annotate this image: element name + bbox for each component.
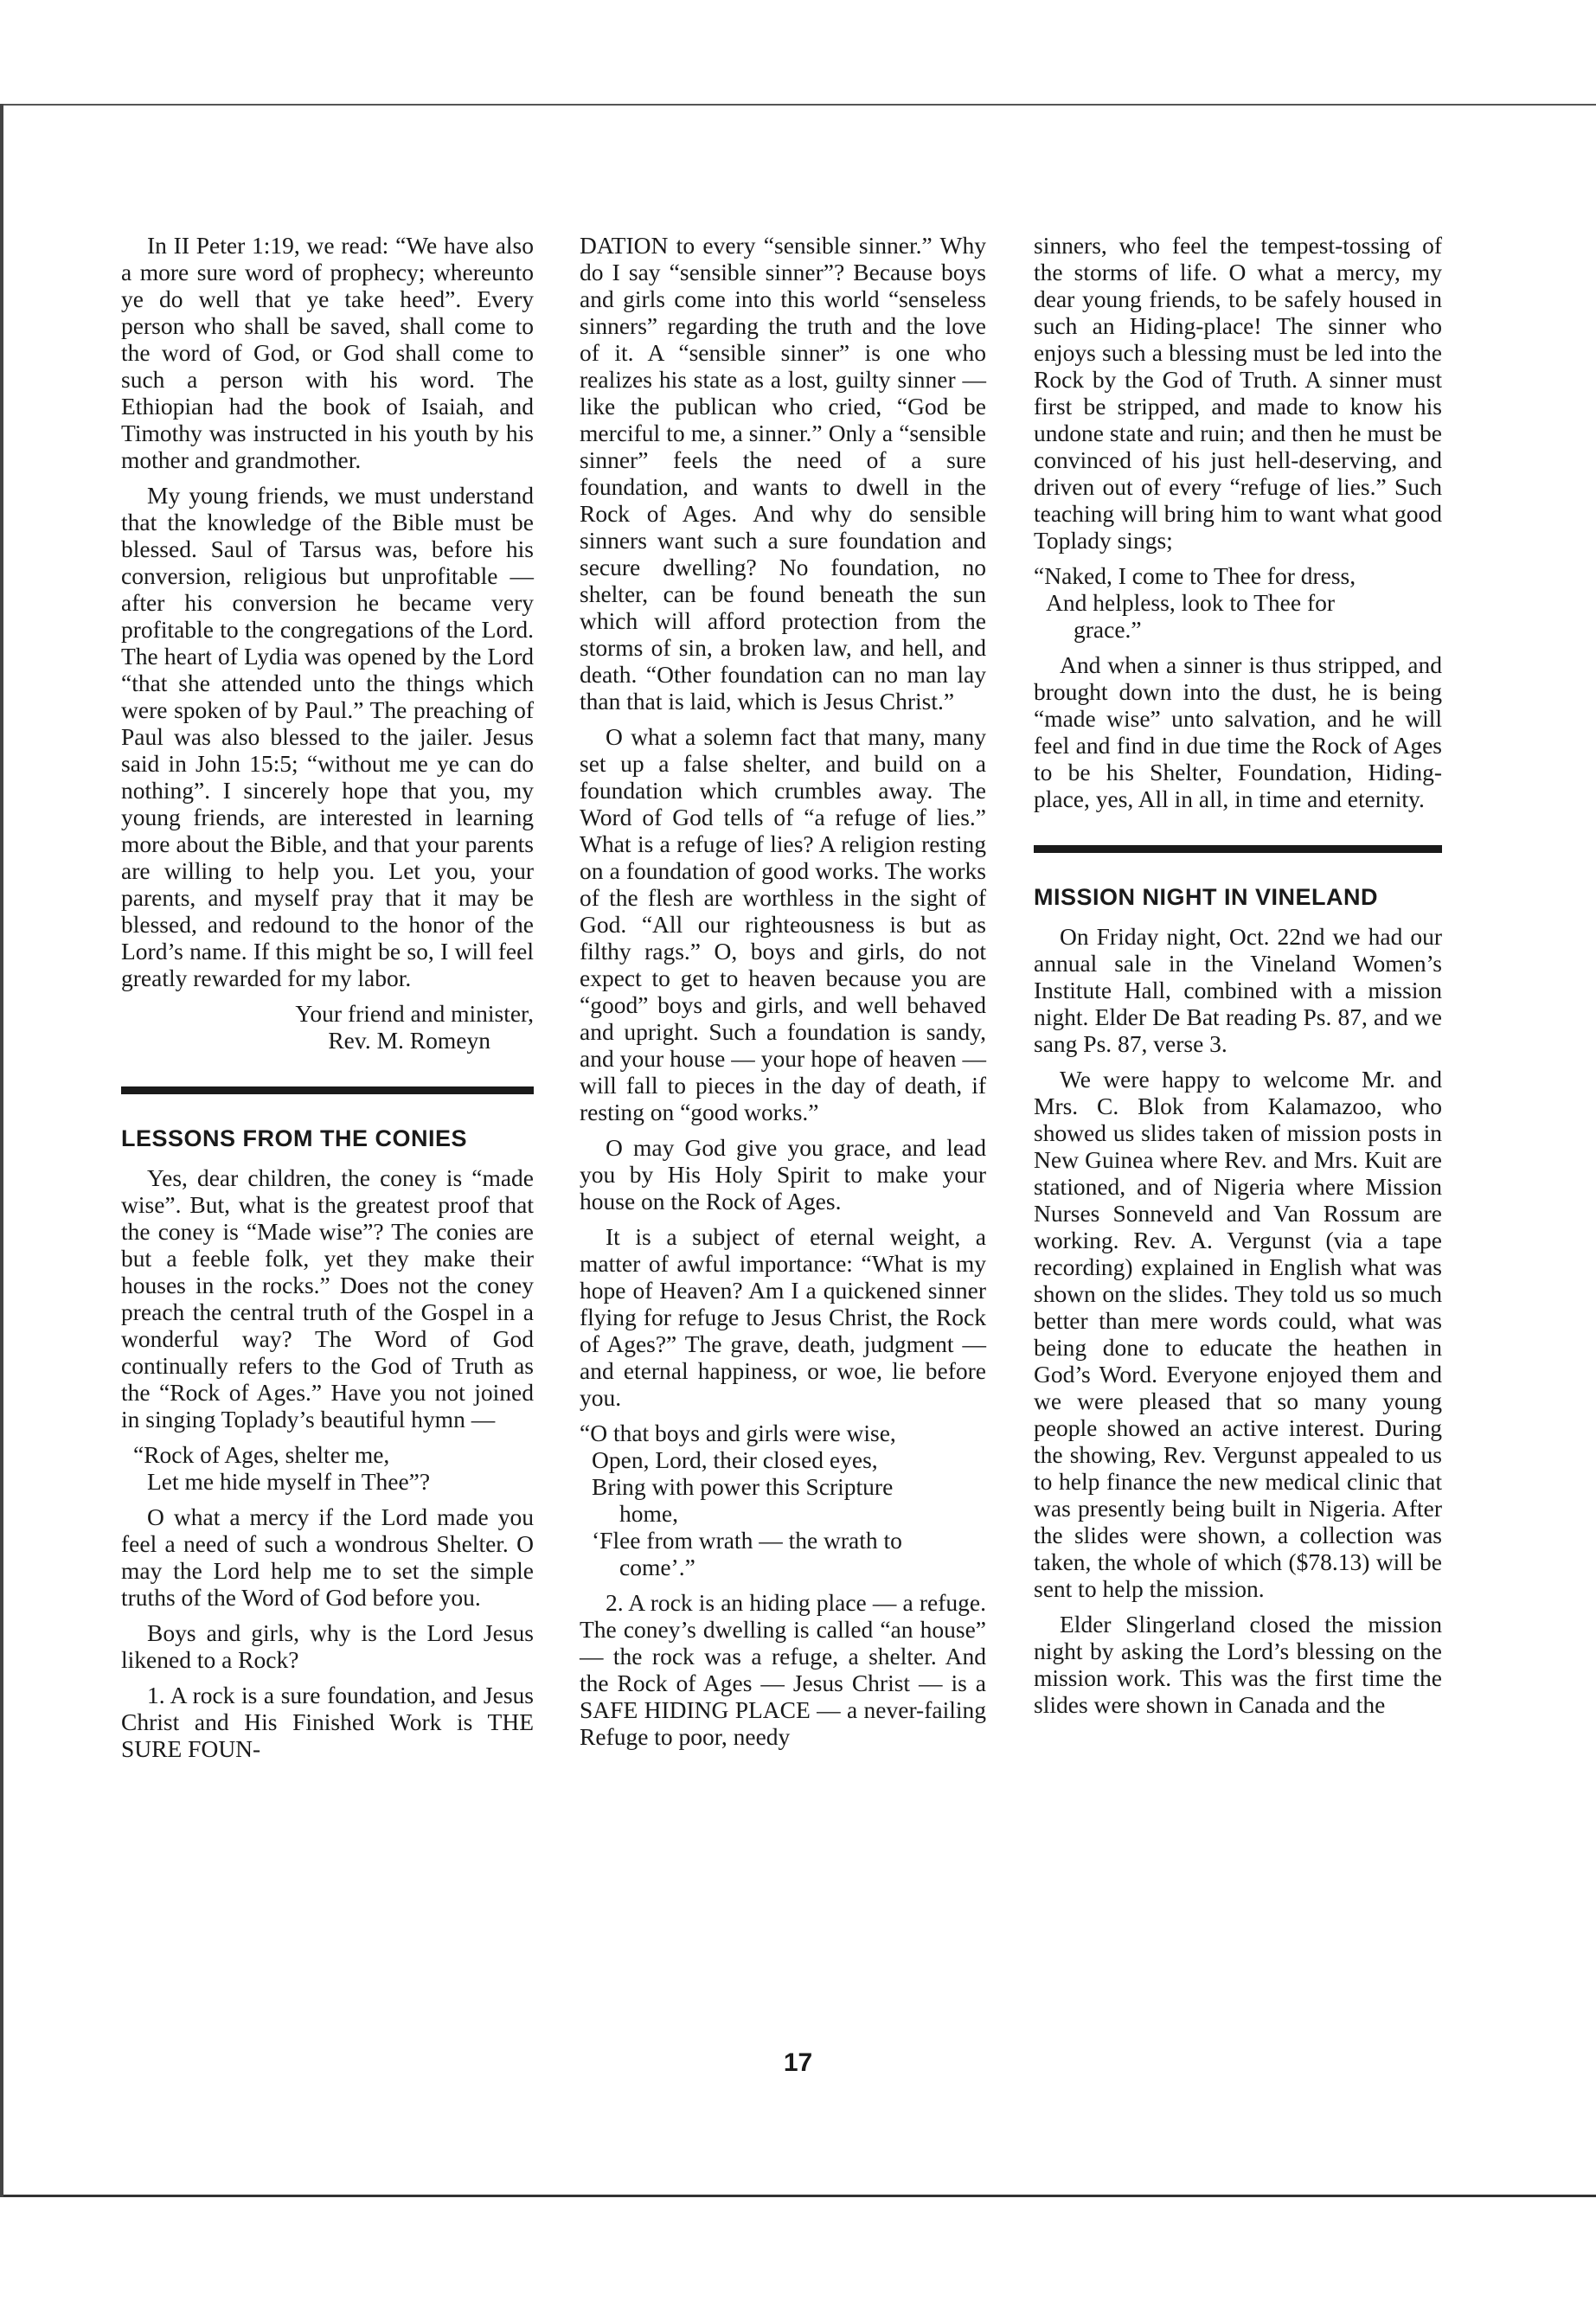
closing-line: Your friend and minister, [295, 1000, 534, 1027]
poem-line: Bring with power this Scripture [592, 1473, 894, 1500]
section-divider [121, 1086, 534, 1094]
paragraph: In II Peter 1:19, we read: “We have also a more sure word of prophecy; whereunto ye do well that ye take heed”. Every person who shall be saved, shall come to the word of God, or God shall come to such a person with his word. The Ethiopian had the book of Isaiah, and Timothy was instructed in his youth by his mother and grandmother. [121, 232, 534, 473]
paragraph: My young friends, we must understand that the knowledge of the Bible must be blessed. Saul of Tarsus was, before his conversion, religious but unprofitable — after his conversion he became very profitable to the congregations of the Lord. The heart of Lydia was opened by the Lord “that she attended unto the things which were spoken of by Paul.” The preaching of Paul was also blessed to the jailer. Jesus said in John 15:5; “without me ye can do nothing”. I sincerely hope that you, my young friends, are interested in learning more about the Bible, and that your parents are willing to help you. Let you, your parents, and myself pray that it may be blessed, and redound to the honor of the Lord’s name. If this might be so, I will feel greatly rewarded for my labor. [121, 482, 534, 991]
hymn-line: grace.” [1074, 616, 1142, 643]
section-heading: LESSONS FROM THE CONIES [121, 1125, 468, 1151]
paragraph: DATION to every “sensible sinner.” Why do I say “sensible sinner”? Because boys and girls come into this world “senseless sinners” regarding the truth and the love of it. A “sensible sinner” is one who realizes his state as a lost, guilty sinner — like the publican who cried, “God be merciful to me, a sinner.” Only a “sensible sinner” feels the need of a sure foundation, and wants to dwell in the Rock of Ages. And why do sensible sinners want such a sure foundation and secure dwelling? No foundation, no shelter, can be found beneath the sun which will afford protection from the storms of sin, a broken law, and hell, and death. “Other foundation can no man lay than that is laid, which is Jesus Christ.” [580, 232, 986, 715]
paragraph: O what a solemn fact that many, many set up a false shelter, and build on a foundation which crumbles away. The Word of God tells of “a refuge of lies.” What is a refuge of lies? A religion resting on a foundation of good works. The works of the flesh are worthless in the sight of God. “All our righteousness is but as filthy rags.” O, boys and girls, do not expect to get to heaven because you are “good” boys and girls, and well behaved and upright. Such a foundation is sandy, and your house — your hope of heaven — will fall to pieces in the day of death, if resting on “good works.” [580, 723, 986, 1125]
paragraph: 1. A rock is a sure foundation, and Jesus Christ and His Finished Work is THE SURE FOUN- [121, 1682, 534, 1762]
paragraph: On Friday night, Oct. 22nd we had our annual sale in the Vineland Women’s Institute Hall, combined with a mission night. Elder De Bat reading Ps. 87, and we sang Ps. 87, verse 3. [1034, 923, 1442, 1057]
paragraph: Yes, dear children, the coney is “made wise”. But, what is the greatest proof that the coney is “Made wise”? The conies are but a feeble folk, yet they make their houses in the rocks.” Does not the coney preach the central truth of the Gospel in a wonderful way? The Word of God continually refers to the God of Truth as the “Rock of Ages.” Have you not joined in singing Toplady’s beautiful hymn — [121, 1164, 534, 1433]
hymn-line: And helpless, look to Thee for [1046, 589, 1336, 616]
paragraph: O what a mercy if the Lord made you feel a need of such a wondrous Shelter. O may the Lord help me to set the simple truths of the Word of God before you. [121, 1503, 534, 1611]
paragraph: And when a sinner is thus stripped, and brought down into the dust, he is being “made wise” unto salvation, and he will feel and find in due time the Rock of Ages to be his Shelter, Foundation, Hiding-place, yes, All in all, in time and eternity. [1034, 651, 1442, 812]
poem-line: Open, Lord, their closed eyes, [592, 1446, 878, 1473]
hymn-line: “Naked, I come to Thee for dress, [1034, 562, 1356, 589]
paragraph: O may God give you grace, and lead you by His Holy Spirit to make your house on the Rock of Ages. [580, 1134, 986, 1215]
poem-line: home, [619, 1500, 678, 1527]
poem-line: come’.” [619, 1554, 695, 1580]
hymn-quote [1034, 562, 1442, 643]
paragraph: We were happy to welcome Mr. and Mrs. C. Blok from Kalamazoo, who showed us slides taken of mission posts in New Guinea where Rev. and Mrs. Kuit are stationed, and of Nigeria where Mission Nurses Sonneveld and Van Rossum are working. Rev. A. Vergunst (via a tape recording) explained in English what was shown on the slides. They told us so much better than mere words could, what was being done to educate the heathen in God’s Word. Everyone enjoyed them and we were pleased that so many young people showed an active interest. During the showing, Rev. Vergunst appealed to us to help finance the new medical clinic that was presently being built in Nigeria. After the slides were shown, a collection was taken, the whole of which ($78.13) will be sent to help the mission. [1034, 1066, 1442, 1602]
paragraph: Boys and girls, why is the Lord Jesus likened to a Rock? [121, 1619, 534, 1673]
scan-edge [0, 104, 3, 2197]
poem-line: ‘Flee from wrath — the wrath to [592, 1527, 902, 1554]
letter-signoff [121, 1000, 534, 1054]
column-3 [1034, 232, 1442, 1727]
signature-name: Rev. M. Romeyn [328, 1027, 490, 1054]
section-heading: MISSION NIGHT IN VINELAND [1034, 884, 1379, 910]
column-1 [121, 232, 534, 1771]
section-divider [1034, 845, 1442, 853]
paragraph: It is a subject of eternal weight, a matter of awful importance: “What is my hope of Heaven? Am I a quickened sinner flying for refuge to Jesus Christ, the Rock of Ages?” The grave, death, judgment — and eternal happiness, or woe, lie before you. [580, 1223, 986, 1411]
hymn-line: Let me hide myself in Thee”? [147, 1468, 431, 1495]
column-2 [580, 232, 986, 1759]
hymn-line: “Rock of Ages, shelter me, [133, 1441, 390, 1468]
paragraph: 2. A rock is an hiding place — a refuge. The coney’s dwelling is called “an house” — the rock was a refuge, a shelter. And the Rock of Ages — Jesus Christ — is a SAFE HIDING PLACE — a never-failing Refuge to poor, needy [580, 1589, 986, 1750]
page-number: 17 [783, 2048, 813, 2077]
poem-line: “O that boys and girls were wise, [580, 1420, 896, 1446]
poem-quote [580, 1420, 986, 1580]
hymn-quote [121, 1441, 534, 1495]
paragraph: sinners, who feel the tempest-tossing of the storms of life. O what a mercy, my dear young friends, to be safely housed in such an Hiding-place! The sinner who enjoys such a blessing must be led into the Rock by the God of Truth. A sinner must first be stripped, and made to know his undone state and ruin; and then he must be convinced of his just hell-deserving, and driven out of every “refuge of lies.” Such teaching will bring him to want what good Toplady sings; [1034, 232, 1442, 554]
paragraph: Elder Slingerland closed the mission night by asking the Lord’s blessing on the mission work. This was the first time the slides were shown in Canada and the [1034, 1611, 1442, 1718]
